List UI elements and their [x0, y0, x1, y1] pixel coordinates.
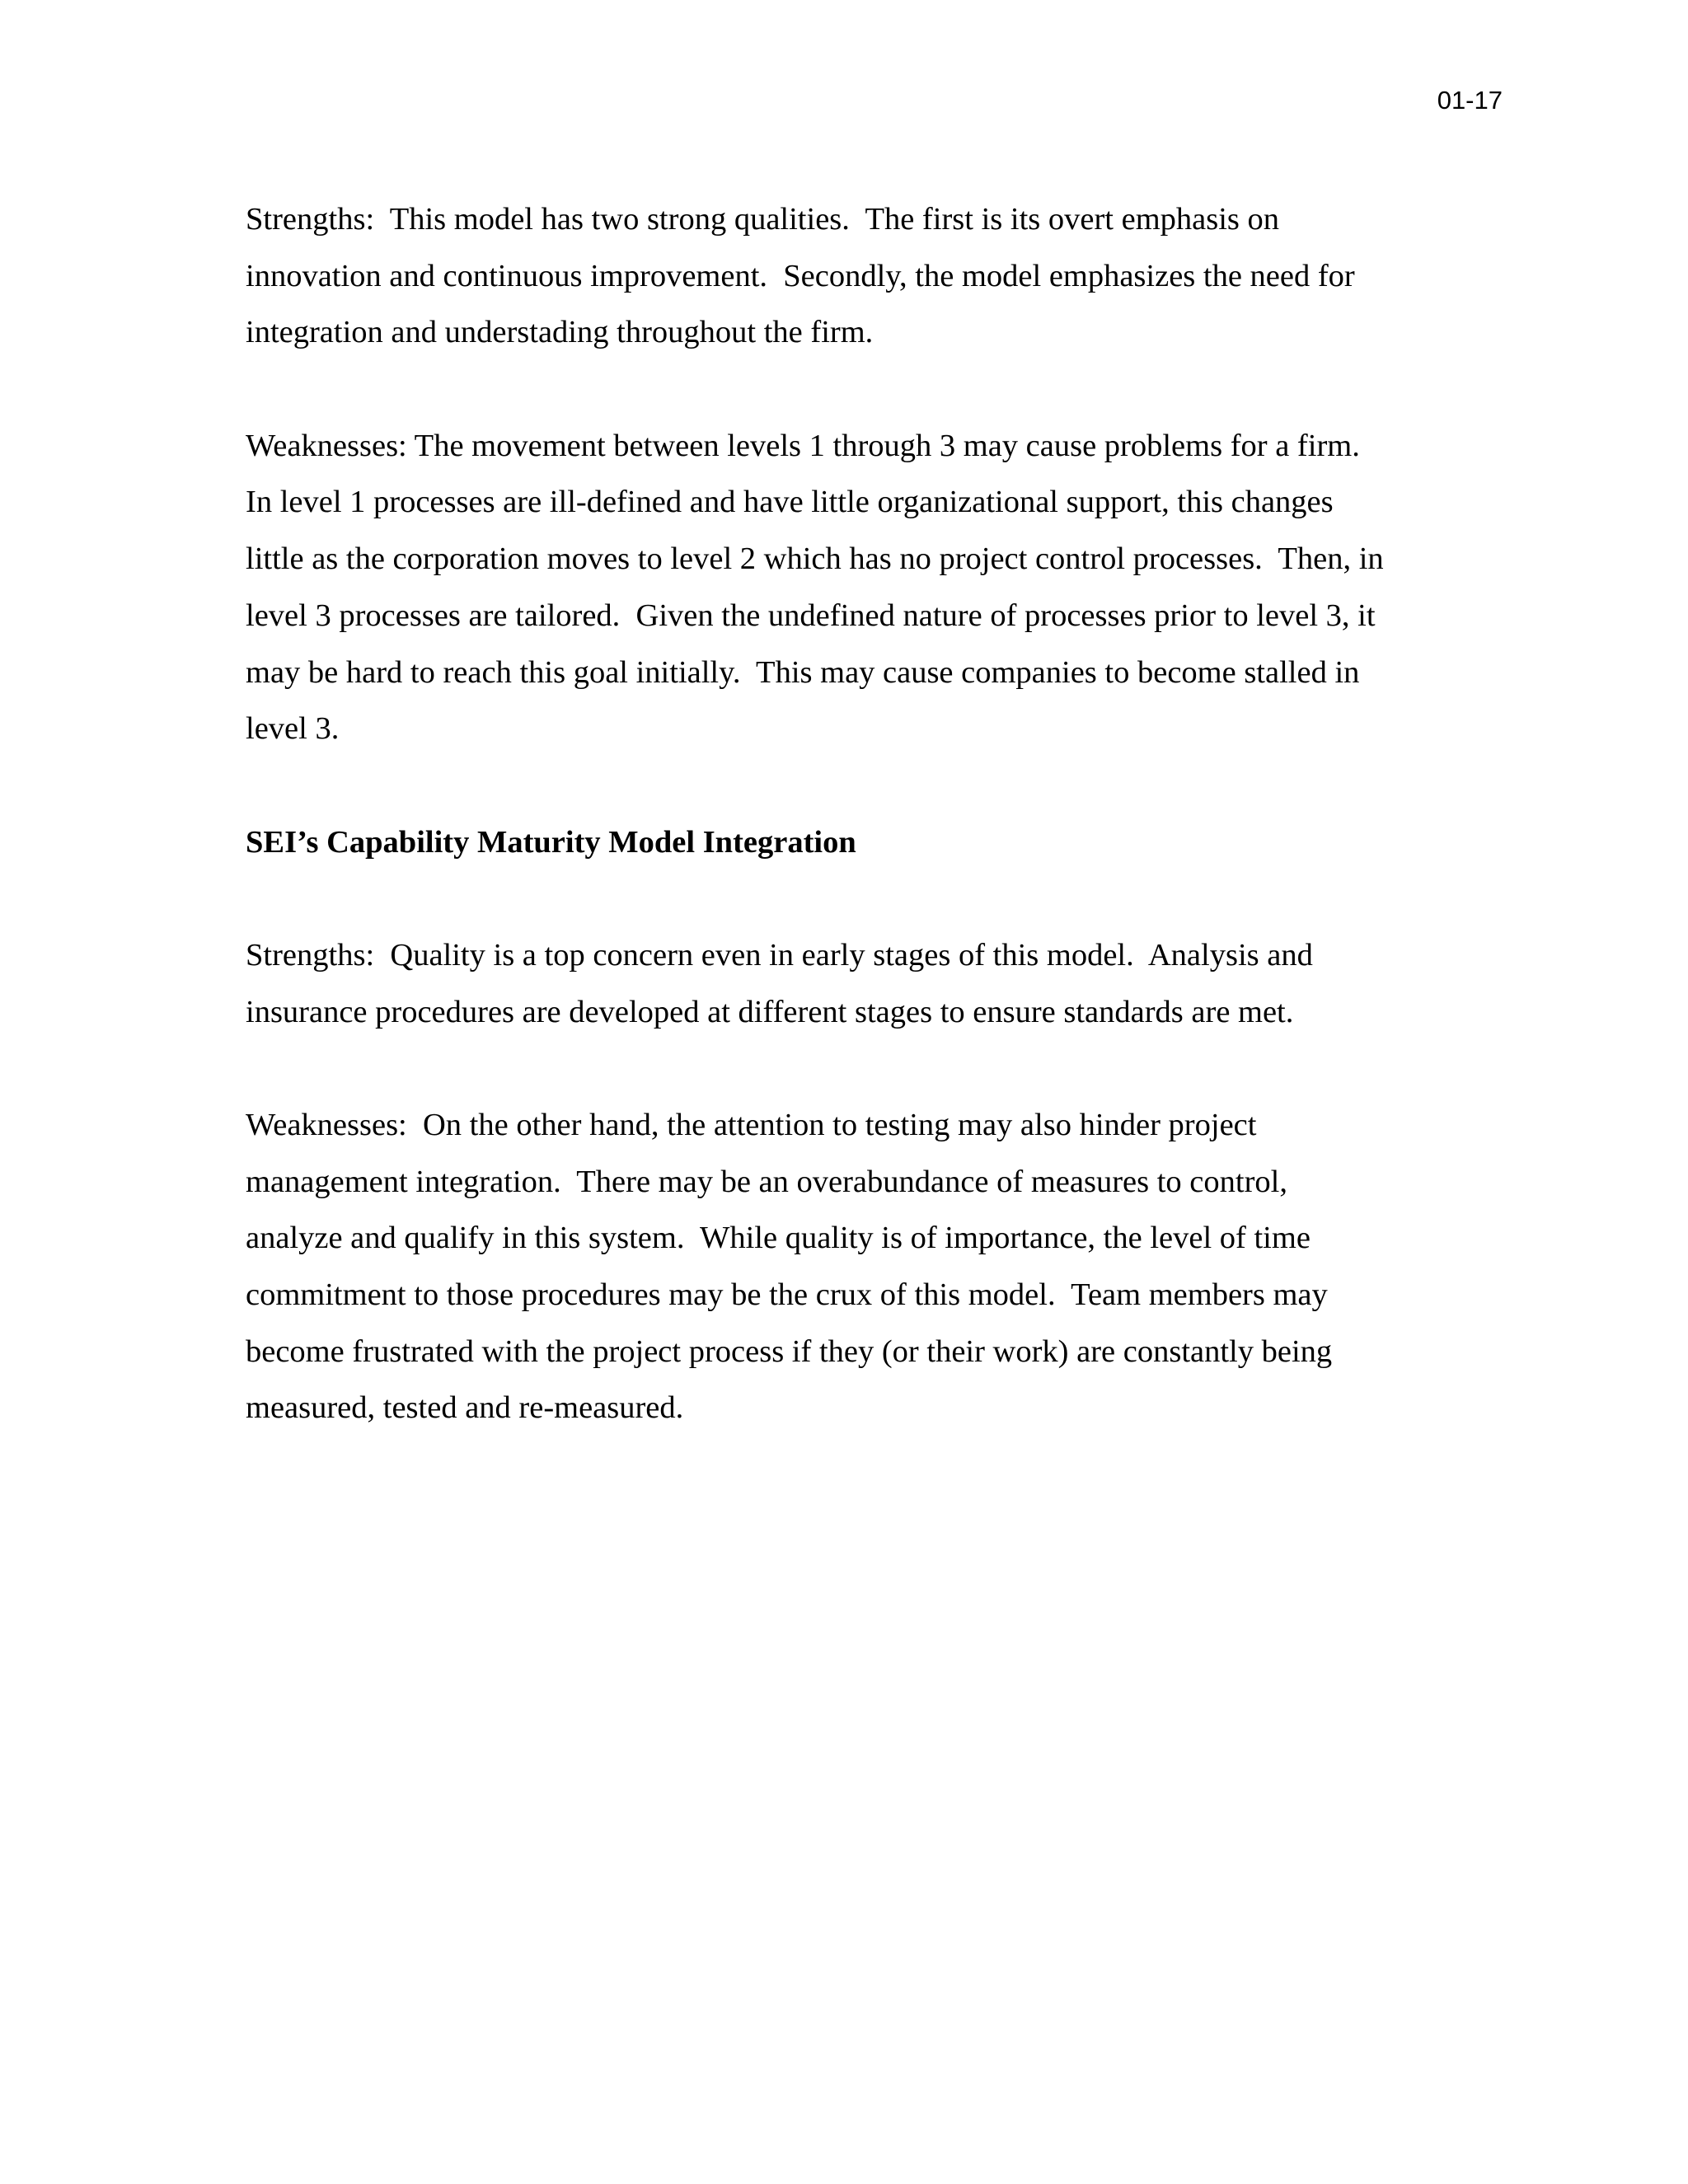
- page-number: 01-17: [1437, 86, 1503, 115]
- paragraph-line: Strengths: This model has two strong qualities. The first is its overt emphasis on: [246, 202, 1280, 237]
- weaknesses-paragraph-1: [246, 418, 1441, 757]
- paragraph-line: Strengths: Quality is a top concern even in early stages of this model. Analysis and: [246, 937, 1313, 972]
- strengths-paragraph-2: [246, 927, 1441, 1040]
- strengths-paragraph-1: [246, 191, 1441, 361]
- paragraph-line: level 3 processes are tailored. Given the undefined nature of processes prior to level 3, it: [246, 598, 1376, 633]
- document-body: [246, 191, 1441, 1436]
- paragraph-line: analyze and qualify in this system. While quality is of importance, the level of time: [246, 1221, 1311, 1256]
- paragraph-line: integration and understading throughout the firm.: [246, 315, 874, 350]
- paragraph-line: innovation and continuous improvement. Secondly, the model emphasizes the need for: [246, 258, 1355, 293]
- paragraph-line: Weaknesses: On the other hand, the attention to testing may also hinder project: [246, 1108, 1257, 1142]
- paragraph-line: level 3.: [246, 711, 340, 747]
- paragraph-line: insurance procedures are developed at different stages to ensure standards are met.: [246, 994, 1294, 1029]
- paragraph-line: little as the corporation moves to level 2 which has no project control processes. Then, in: [246, 541, 1384, 577]
- weaknesses-paragraph-2: [246, 1097, 1441, 1436]
- paragraph-line: In level 1 processes are ill-defined and have little organizational support, this changes: [246, 485, 1334, 520]
- paragraph-line: commitment to those procedures may be the crux of this model. Team members may: [246, 1277, 1328, 1313]
- paragraph-line: may be hard to reach this goal initially. This may cause companies to become stalled in: [246, 654, 1360, 690]
- paragraph-line: measured, tested and re-measured.: [246, 1390, 684, 1426]
- section-heading: SEI’s Capability Maturity Model Integration: [246, 824, 856, 860]
- paragraph-line: become frustrated with the project process if they (or their work) are constantly being: [246, 1333, 1333, 1369]
- paragraph-line: management integration. There may be an overabundance of measures to control,: [246, 1164, 1287, 1199]
- paragraph-line: Weaknesses: The movement between levels 1 through 3 may cause problems for a firm.: [246, 428, 1360, 463]
